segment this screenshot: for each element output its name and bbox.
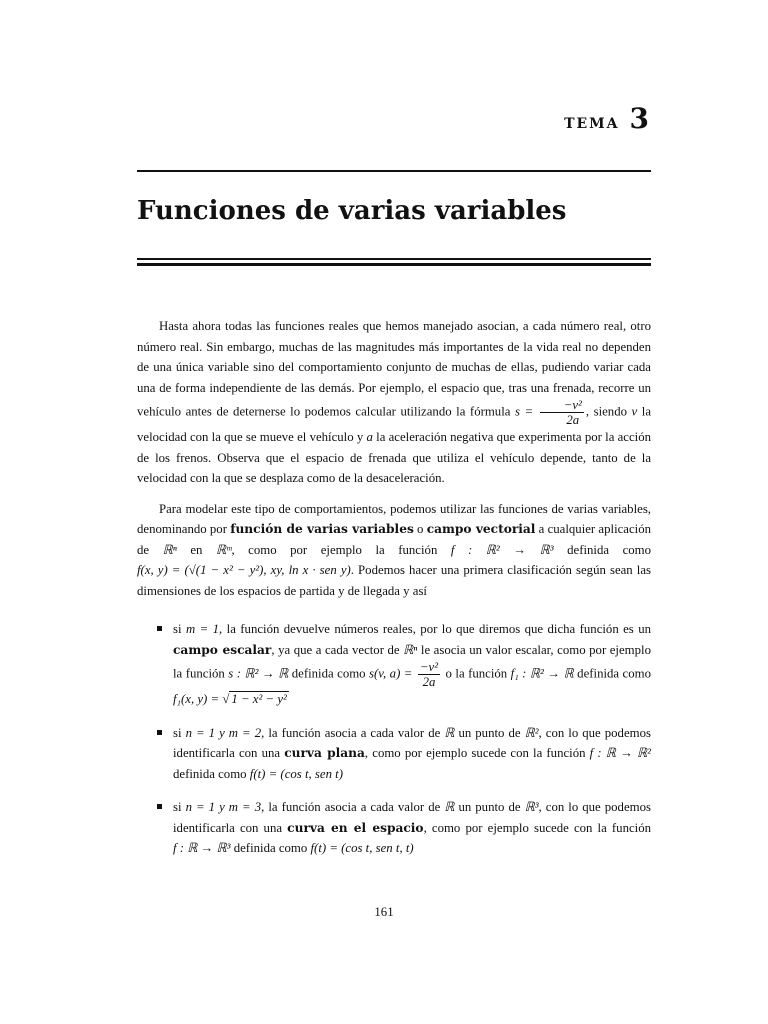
chapter-title: Funciones de varias variables bbox=[137, 196, 567, 226]
term-funcion-varias-variables: función de varias variables bbox=[230, 522, 414, 536]
top-rule bbox=[137, 170, 651, 172]
title-rule-lower bbox=[137, 263, 651, 266]
classification-list bbox=[137, 619, 651, 859]
chapter-number: 3 bbox=[629, 102, 650, 135]
title-rule-upper bbox=[137, 258, 651, 260]
list-item-curva-plana: si n = 1 y m = 2, la función asocia a cada valor de ℝ un punto de ℝ², con lo que podemos identificarla con una curva plana, como por ejemplo sucede con la función f : ℝ → ℝ² definida como f(t) = (cos t, sen t) bbox=[173, 723, 651, 785]
term-campo-vectorial: campo vectorial bbox=[426, 522, 536, 536]
example-function-definition: f(x, y) = (√(1 − x² − y²), xy, ln x · sen y) bbox=[137, 563, 351, 577]
list-item-campo-escalar: si m = 1, la función devuelve números reales, por lo que diremos que dicha función es un campo escalar, ya que a cada vector de ℝⁿ le asocia un valor escalar, como por ejemplo la función s : ℝ² → ℝ definida como s(v, a) = $\frac{\text{−v²}}{2a}$ o la función f₁ : ℝ² → ℝ definida como f₁(x, y) = √ 1 − x² − y² bbox=[173, 619, 651, 710]
body-text bbox=[137, 316, 651, 872]
paragraph-definition: Para modelar este tipo de comportamientos, podemos utilizar las funciones de varias variables, denominando por función de varias variables o campo vectorial a cualquier aplicación de ℝⁿ en ℝᵐ, como por ejemplo la función f : ℝ² → ℝ³ definida como f(x, y) = (√(1 − x² − y²), xy, ln x · sen y). Podemos hacer una primera clasificación según sean las dimensiones de los espacios de partida y de llegada y así bbox=[137, 501, 652, 598]
square-root-expression: √ 1 − x² − y² bbox=[222, 692, 287, 706]
chapter-word: tema bbox=[564, 109, 620, 133]
page-number: 161 bbox=[374, 905, 394, 919]
braking-formula-fraction: $\frac{\text{−v²}}{2a}$ bbox=[540, 398, 584, 427]
paragraph-intro: Hasta ahora todas las funciones reales que hemos manejado asocian, a cada número real, otro número real. Sin embargo, muchas de las magnitudes más importantes de la vida real no dependen de una única variable sino del comportamiento conjunto de muchas de ellas, pudiendo variar cada una de forma independiente de las demás. Por ejemplo, el espacio que, tras una frenada, recorre un vehículo antes de deternerse lo podemos calcular utilizando la fórmula s = $\frac{\text{−v²}}{2a}$ , siendo v la velocidad con la que se mueve el vehículo y a la aceleración negativa que experimenta por la acción de los frenos. Observa que el espacio de frenada que utiliza el vehículo depende, tanto de la velocidad con la que se desplaza como de la desaceleración. bbox=[137, 319, 652, 485]
list-item-curva-espacio: si n = 1 y m = 3, la función asocia a cada valor de ℝ un punto de ℝ³, con lo que podemos identificarla con una curva en el espacio, como por ejemplo sucede con la función f : ℝ → ℝ³ definida como f(t) = (cos t, sen t, t) bbox=[173, 797, 651, 859]
scalar-example-fraction: $\frac{\text{−v²}}{2a}$ bbox=[419, 660, 439, 689]
chapter-label bbox=[564, 102, 650, 135]
